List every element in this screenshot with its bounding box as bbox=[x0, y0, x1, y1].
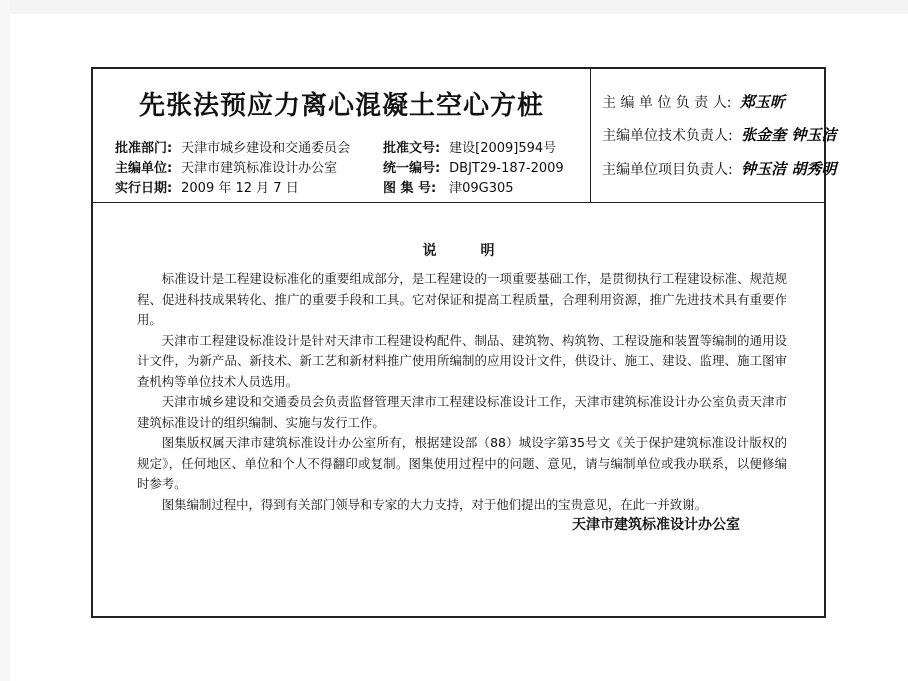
meta-value: 津09G305 bbox=[449, 181, 514, 196]
meta-value: 建设[2009]594号 bbox=[449, 141, 557, 156]
meta-value: 2009 年 12 月 7 日 bbox=[181, 181, 299, 196]
responsible-label: 主 编 单 位 负 责 人: bbox=[602, 95, 732, 111]
explanation-section bbox=[93, 202, 824, 616]
atlas-number bbox=[383, 177, 514, 196]
meta-key: 批准文号: bbox=[383, 141, 441, 156]
explanation-text bbox=[137, 269, 787, 515]
page-left-edge bbox=[0, 0, 10, 681]
issuing-office: 天津市建筑标准设计办公室 bbox=[572, 517, 740, 533]
meta-key: 主编单位: bbox=[115, 161, 173, 176]
meta-key: 统一编号: bbox=[383, 161, 441, 176]
handwritten-signature: 钟玉洁 胡秀明 bbox=[741, 160, 837, 178]
paragraph: 图集编制过程中，得到有关部门领导和专家的大力支持，对于他们提出的宝贵意见，在此一并致谢。 bbox=[161, 496, 707, 512]
paragraph: 图集版权属天津市建筑标准设计办公室所有，根据建设部（88）城设字第35号文《关于保护建筑标准设计版权的规定》，任何地区、单位和个人不得翻印或复制。图集使用过程中的问题、意见，请与编制单位或我办联系，以便修编时参考。 bbox=[137, 435, 787, 491]
responsible-label: 主编单位项目负责人: bbox=[602, 162, 733, 178]
title-block-left bbox=[93, 69, 591, 202]
handwritten-signature: 张金奎 钟玉洁 bbox=[741, 126, 837, 144]
technical-leader-row bbox=[602, 124, 836, 145]
approval-department bbox=[115, 137, 350, 156]
meta-value: 天津市建筑标准设计办公室 bbox=[181, 161, 338, 176]
handwritten-signature: 郑玉昕 bbox=[739, 93, 785, 111]
unified-number bbox=[383, 157, 564, 176]
meta-key: 批准部门: bbox=[115, 141, 173, 156]
meta-key: 图 集 号: bbox=[383, 181, 437, 196]
unit-leader-row bbox=[602, 91, 785, 112]
editing-unit bbox=[115, 157, 337, 176]
page-top-edge bbox=[0, 0, 908, 14]
approval-document-number bbox=[383, 137, 556, 156]
meta-key: 实行日期: bbox=[115, 181, 173, 196]
responsible-persons bbox=[592, 69, 837, 202]
paragraph: 天津市城乡建设和交通委员会负责监督管理天津市工程建设标准设计工作，天津市建筑标准设计办公室负责天津市建筑标准设计的组织编制、实施与发行工作。 bbox=[137, 394, 787, 430]
section-heading: 说明 bbox=[422, 243, 539, 259]
implementation-date bbox=[115, 177, 299, 196]
document-frame bbox=[91, 67, 837, 618]
responsible-label: 主编单位技术负责人: bbox=[602, 128, 733, 144]
paragraph: 标准设计是工程建设标准化的重要组成部分，是工程建设的一项重要基础工作，是贯彻执行工程建设标准、规范规程、促进科技成果转化、推广的重要手段和工具。它对保证和提高工程质量，合理利用资源，推广先进技术具有重要作用。 bbox=[137, 271, 787, 327]
project-leader-row bbox=[602, 158, 836, 179]
paragraph: 天津市工程建设标准设计是针对天津市工程建设构配件、制品、建筑物、构筑物、工程设施和装置等编制的通用设计文件，为新产品、新技术、新工艺和新材料推广使用所编制的应用设计文件，供设计、施工、建设、监理、施工图审查机构等单位技术人员选用。 bbox=[137, 332, 787, 389]
document-title: 先张法预应力离心混凝土空心方桩 bbox=[138, 91, 544, 121]
meta-value: 天津市城乡建设和交通委员会 bbox=[181, 141, 351, 156]
title-block bbox=[93, 69, 837, 203]
meta-value: DBJT29-187-2009 bbox=[449, 161, 564, 176]
